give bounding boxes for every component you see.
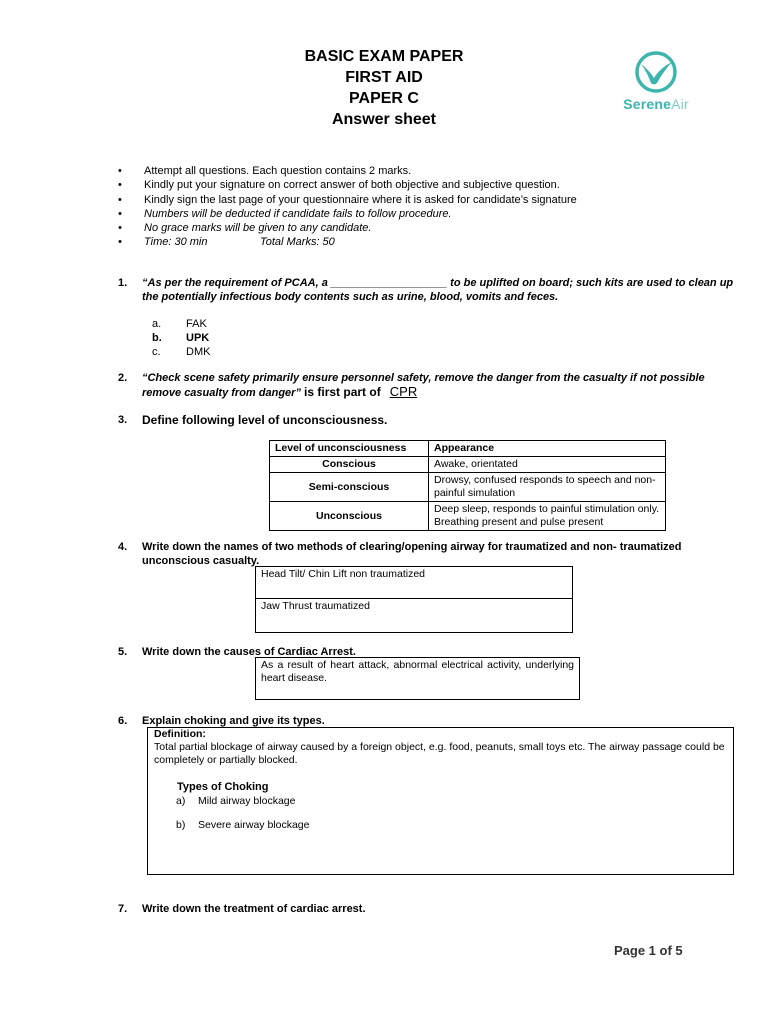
table-cell: Deep sleep, responds to painful stimulation only. Breathing present and pulse present [429,502,666,531]
serene-air-logo [616,50,696,120]
question-text: “As per the requirement of PCAA, a ___________________ to be uplifted on board; such kits are used to clean up the potentially infectious body contents such as urine, blood, vomits and feces. [142,277,734,303]
instruction-text: Numbers will be deducted if candidate fails to follow procedure. [144,207,452,220]
total-marks: Total Marks: 50 [260,236,335,249]
option-letter: c. [152,346,161,358]
type-letter: a) [176,795,186,807]
question-text: Define following level of unconsciousness. [142,413,388,427]
table-row [270,473,666,502]
instruction-item [118,207,738,221]
exam-title [260,46,508,130]
question-text: Write down the causes of Cardiac Arrest. [142,646,356,658]
table-cell: Unconscious [270,502,429,531]
bird-logo-icon [616,50,696,96]
instruction-item [118,221,738,235]
choking-type [176,819,309,832]
q6-answer-box [147,727,734,875]
question-text: “Check scene safety primarily ensure personnel safety, remove the danger from the casualty if not possible remove casualty from danger” [142,372,705,399]
instruction-item [118,164,738,178]
bullet-icon: • [118,207,122,220]
instruction-text: Attempt all questions. Each question contains 2 marks. [144,165,412,177]
instruction-text: No grace marks will be given to any candidate. [144,222,372,235]
option-a [152,317,210,331]
instruction-text: Kindly sign the last page of your questionnaire where it is asked for candidate’s signature [144,193,577,206]
answer-text: As a result of heart attack, abnormal electrical activity, underlying heart disease. [261,659,574,684]
title-line: PAPER C [349,90,419,107]
choking-type [176,795,295,808]
question-text: Write down the treatment of cardiac arrest. [142,903,366,915]
answer-row: Jaw Thrust traumatized [261,600,370,612]
instruction-text: Kindly put your signature on correct answer of both objective and subjective question. [144,179,560,192]
question-text: Write down the names of two methods of clearing/opening airway for traumatized and non- traumatized unconscious casualty. [142,541,682,567]
table-header: Level of unconsciousness [270,441,429,457]
bullet-icon: • [118,179,122,192]
question-number: 7. [118,903,128,915]
question-number: 5. [118,646,128,658]
definition-text: Total partial blockage of airway caused by a foreign object, e.g. food, peanuts, small toys etc. The airway passage could be completely or partially blocked. [154,741,725,766]
bullet-icon: • [118,236,122,249]
type-text: Severe airway blockage [198,819,310,831]
definition-label: Definition: [154,728,206,740]
table-row [270,457,666,473]
table-cell: Awake, orientated [429,457,666,473]
question-body [142,371,743,400]
instruction-item [118,178,738,192]
question-2 [118,371,743,400]
page-number: Page 1 of 5 [614,943,683,958]
logo-text-bold: Serene [623,96,672,112]
option-text: DMK [186,346,211,358]
time-limit: Time: 30 min [144,236,208,249]
unconsciousness-table [269,440,666,531]
bullet-icon: • [118,193,122,206]
question-number: 2. [118,372,128,384]
logo-text-light: Air [671,96,689,112]
instructions-list [118,164,738,250]
table-header: Appearance [429,441,666,457]
type-letter: b) [176,819,186,831]
types-label: Types of Choking [177,781,269,793]
question-7 [118,902,743,916]
question-number: 1. [118,277,128,289]
option-text: FAK [186,318,207,330]
question-1 [118,276,743,304]
instruction-item [118,193,738,207]
title-line: FIRST AID [345,69,423,86]
option-b-selected [152,331,210,345]
option-c [152,345,210,359]
logo-wordmark [616,96,696,112]
title-line: BASIC EXAM PAPER [304,48,464,65]
table-row [270,502,666,531]
time-marks-row [118,235,738,249]
question-text: Explain choking and give its types. [142,715,325,727]
table-header-row [270,441,666,457]
bullet-icon: • [118,165,122,177]
question-tail: is first part of [304,385,381,399]
q1-options [152,317,210,359]
q4-answer-box [255,566,573,633]
question-3 [118,413,743,427]
type-text: Mild airway blockage [198,795,296,807]
q5-answer-box [255,657,580,700]
question-number: 4. [118,541,128,553]
option-letter: a. [152,318,162,330]
table-cell: Conscious [270,457,429,473]
question-4 [118,540,743,568]
answer-row: Head Tilt/ Chin Lift non traumatized [256,567,572,599]
question-number: 3. [118,414,128,426]
option-letter: b. [152,332,162,344]
question-6 [118,714,743,728]
table-cell: Drowsy, confused responds to speech and non-painful simulation [429,473,666,502]
title-line: Answer sheet [331,111,437,128]
answer-text: CPR [389,384,418,399]
bullet-icon: • [118,222,122,235]
question-number: 6. [118,715,128,727]
table-cell: Semi-conscious [270,473,429,502]
option-text: UPK [186,332,210,344]
